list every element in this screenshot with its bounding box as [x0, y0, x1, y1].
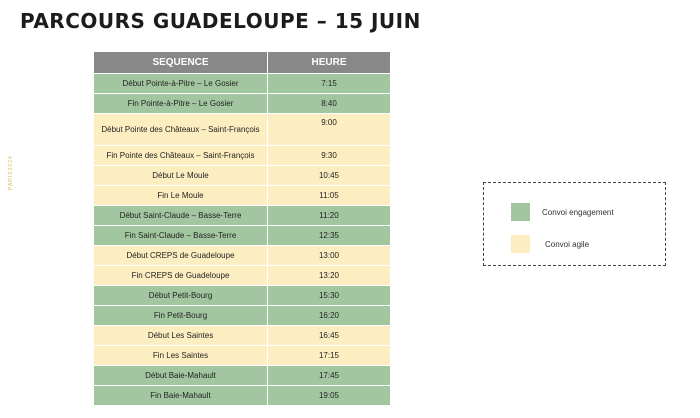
table-row — [94, 366, 391, 386]
legend-item-agile — [511, 235, 589, 253]
sequence-cell: Début CREPS de Guadeloupe — [94, 246, 268, 266]
header-sequence: SEQUENCE — [94, 52, 268, 74]
legend-box — [483, 182, 666, 266]
page-title: PARCOURS GUADELOUPE – 15 JUIN — [20, 9, 421, 33]
legend-label-engagement: Convoi engagement — [542, 207, 614, 217]
table-row — [94, 226, 391, 246]
legend-swatch-agile — [511, 235, 530, 253]
time-cell: 15:30 — [268, 286, 391, 306]
time-cell: 17:45 — [268, 366, 391, 386]
table-row — [94, 346, 391, 366]
table-row — [94, 186, 391, 206]
table-row — [94, 286, 391, 306]
time-cell: 9:30 — [268, 146, 391, 166]
sequence-cell: Fin Les Saintes — [94, 346, 268, 366]
table-header-row — [94, 52, 391, 74]
table-row — [94, 166, 391, 186]
time-cell: 9:00 — [268, 114, 391, 146]
side-watermark: PARIS2024 — [8, 155, 14, 190]
sequence-cell: Fin Saint-Claude – Basse-Terre — [94, 226, 268, 246]
time-cell: 17:15 — [268, 346, 391, 366]
time-cell: 16:45 — [268, 326, 391, 346]
table-row — [94, 386, 391, 406]
table-row — [94, 94, 391, 114]
legend-label-agile: Convoi agile — [545, 239, 590, 249]
sequence-cell: Fin CREPS de Guadeloupe — [94, 266, 268, 286]
sequence-cell: Début Petit-Bourg — [94, 286, 268, 306]
table-row — [94, 206, 391, 226]
sequence-cell: Fin Baie-Mahault — [94, 386, 268, 406]
legend-item-engagement — [511, 203, 614, 221]
time-cell: 8:40 — [268, 94, 391, 114]
time-cell: 16:20 — [268, 306, 391, 326]
schedule-table — [93, 51, 391, 406]
table-row — [94, 246, 391, 266]
table-row — [94, 266, 391, 286]
time-cell: 7:15 — [268, 74, 391, 94]
sequence-cell: Début Baie-Mahault — [94, 366, 268, 386]
legend-swatch-engagement — [511, 203, 530, 221]
sequence-cell: Fin Le Moule — [94, 186, 268, 206]
sequence-cell: Début Saint-Claude – Basse-Terre — [94, 206, 268, 226]
table-row — [94, 146, 391, 166]
table-row — [94, 326, 391, 346]
sequence-cell: Début Pointe-à-Pitre – Le Gosier — [94, 74, 268, 94]
time-cell: 11:05 — [268, 186, 391, 206]
sequence-cell: Début Le Moule — [94, 166, 268, 186]
table-row — [94, 74, 391, 94]
sequence-cell: Fin Petit-Bourg — [94, 306, 268, 326]
sequence-cell: Fin Pointe-à-Pitre – Le Gosier — [94, 94, 268, 114]
header-time: HEURE — [268, 52, 391, 74]
table-row — [94, 114, 391, 146]
time-cell: 19:05 — [268, 386, 391, 406]
sequence-cell: Début Les Saintes — [94, 326, 268, 346]
sequence-cell: Début Pointe des Châteaux – Saint-François — [94, 114, 268, 146]
time-cell: 13:20 — [268, 266, 391, 286]
time-cell: 11:20 — [268, 206, 391, 226]
sequence-cell: Fin Pointe des Châteaux – Saint-François — [94, 146, 268, 166]
table-row — [94, 306, 391, 326]
time-cell: 12:35 — [268, 226, 391, 246]
time-cell: 10:45 — [268, 166, 391, 186]
time-cell: 13:00 — [268, 246, 391, 266]
